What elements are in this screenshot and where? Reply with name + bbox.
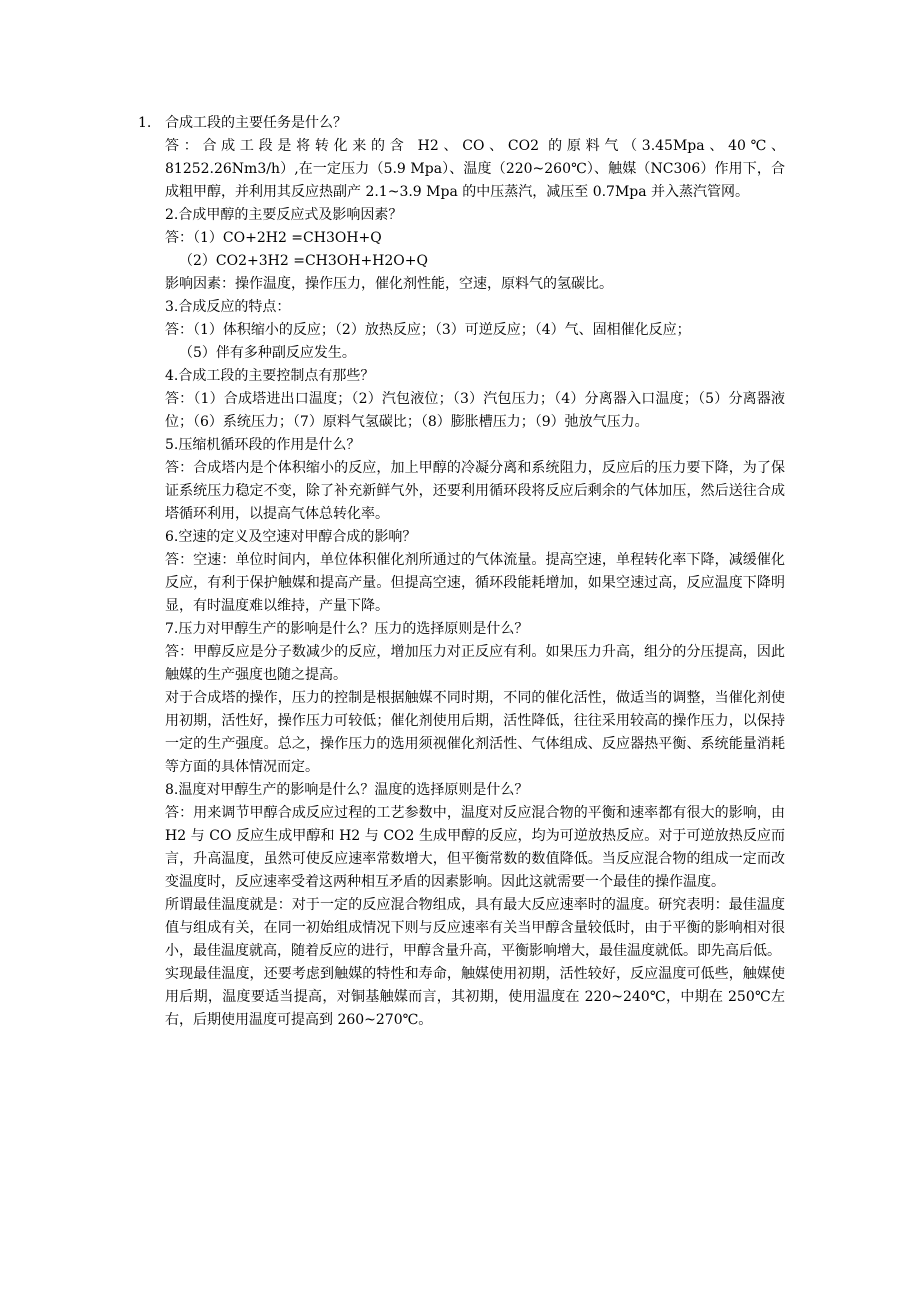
question-1-title: 合成工段的主要任务是什么？ <box>165 115 347 131</box>
document-page <box>138 112 785 1032</box>
question-4-title: 4.合成工段的主要控制点有那些？ <box>165 368 375 384</box>
question-3-answer-line-1: 答：（1）体积缩小的反应；（2）放热反应；（3）可逆反应；（4）气、固相催化反应； <box>165 322 691 338</box>
question-1-number: 1. <box>138 115 152 131</box>
question-8-answer-paragraph-2: 所谓最佳温度就是：对于一定的反应混合物组成，具有最大反应速率时的温度。研究表明：最佳温度值与组成有关，在同一初始组成情况下则与反应速率有关当甲醇含量较低时，由于平衡的影响相对很小，最佳温度就高，随着反应的进行，甲醇含量升高，平衡影响增大，最佳温度就低。即先高后低。 <box>165 897 785 959</box>
question-7-answer-paragraph-2: 对于合成塔的操作，压力的控制是根据触媒不同时期，不同的催化活性，做适当的调整，当催化剂使用初期，活性好，操作压力可较低；催化剂使用后期，活性降低，往往采用较高的操作压力，以保持一定的生产强度。总之，操作压力的选用须视催化剂活性、气体组成、反应器热平衡、系统能量消耗等方面的具体情况而定。 <box>165 690 785 775</box>
question-8-answer-paragraph-3: 实现最佳温度，还要考虑到触媒的特性和寿命，触媒使用初期，活性较好，反应温度可低些，触媒使用后期，温度要适当提高，对铜基触媒而言，其初期，使用温度在 220~240℃，中期在 250℃左右，后期使用温度可提高到 260~270℃。 <box>165 966 785 1028</box>
question-4-answer: 答：（1）合成塔进出口温度；（2）汽包液位；（3）汽包压力；（4）分离器入口温度；（5）分离器液位；（6）系统压力；（7）原料气氢碳比；（8）膨胀槽压力；（9）弛放气压力。 <box>165 391 785 430</box>
question-2-answer-line-2: （2）CO2+3H2 =CH3OH+H2O+Q <box>179 253 428 269</box>
question-7-title: 7.压力对甲醇生产的影响是什么？压力的选择原则是什么？ <box>165 621 529 637</box>
question-3-answer-line-2: （5）伴有多种副反应发生。 <box>179 345 356 361</box>
question-8-title: 8.温度对甲醇生产的影响是什么？温度的选择原则是什么？ <box>165 782 529 798</box>
question-8-answer: 答：用来调节甲醇合成反应过程的工艺参数中，温度对反应混合物的平衡和速率都有很大的影响，由 H2 与 CO 反应生成甲醇和 H2 与 CO2 生成甲醇的反应，均为可逆放热反应。对于可逆放热反应而言，升高温度，虽然可使反应速率常数增大，但平衡常数的数值降低。当反应混合物的组成一定而改变温度时，反应速率受着这两种相互矛盾的因素影响。因此这就需要一个最佳的操作温度。 <box>165 805 785 890</box>
question-5-answer: 答：合成塔内是个体积缩小的反应，加上甲醇的冷凝分离和系统阻力，反应后的压力要下降，为了保证系统压力稳定不变，除了补充新鲜气外，还要利用循环段将反应后剩余的气体加压，然后送往合成塔循环利用，以提高气体总转化率。 <box>165 460 785 522</box>
question-2-answer-line-1: 答：（1）CO+2H2 =CH3OH+Q <box>165 230 382 246</box>
question-7-answer: 答：甲醇反应是分子数减少的反应，增加压力对正反应有利。如果压力升高，组分的分压提高，因此触媒的生产强度也随之提高。 <box>165 644 785 683</box>
question-6-answer: 答：空速：单位时间内，单位体积催化剂所通过的气体流量。提高空速，单程转化率下降，减缓催化反应，有利于保护触媒和提高产量。但提高空速，循环段能耗增加，如果空速过高，反应温度下降明显，有时温度难以维持，产量下降。 <box>165 552 785 614</box>
question-2-answer-line-3: 影响因素：操作温度，操作压力，催化剂性能，空速，原料气的氢碳比。 <box>165 276 613 292</box>
question-2-title: 2.合成甲醇的主要反应式及影响因素？ <box>165 207 403 223</box>
question-3-title: 3.合成反应的特点： <box>165 299 291 315</box>
question-5-title: 5.压缩机循环段的作用是什么？ <box>165 437 361 453</box>
question-1-answer: 答：合成工段是将转化来的含 H2、CO、CO2 的原料气（3.45Mpa、40℃、81252.26Nm3/h）,在一定压力（5.9 Mpa）、温度（220~260℃）、触媒（NC306）作用下，合成粗甲醇，并利用其反应热副产 2.1~3.9 Mpa 的中压蒸汽，减压至 0.7Mpa 并入蒸汽管网。 <box>165 138 785 200</box>
question-6-title: 6.空速的定义及空速对甲醇合成的影响？ <box>165 529 417 545</box>
question-1 <box>138 112 785 204</box>
